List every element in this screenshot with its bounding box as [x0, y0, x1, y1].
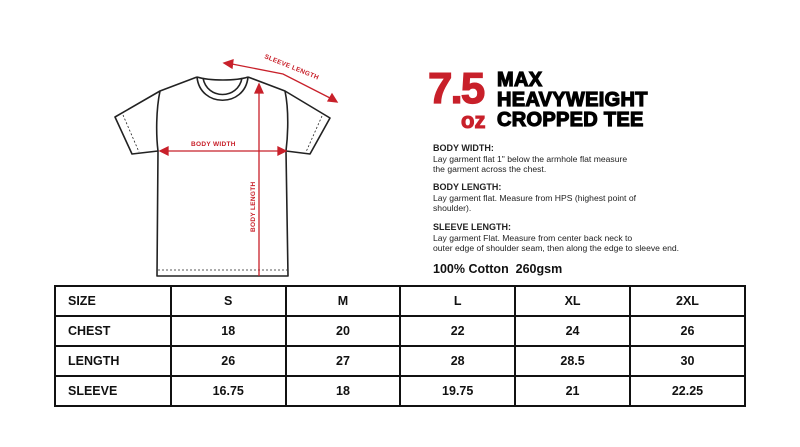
weight-unit: oz [461, 108, 486, 133]
table-cell: 27 [286, 346, 401, 376]
table-header-row [55, 286, 745, 316]
table-cell: 26 [630, 316, 745, 346]
table-cell: 19.75 [400, 376, 515, 406]
body-length-instruction [433, 182, 636, 214]
table-cell: 28.5 [515, 346, 630, 376]
table-header-cell: SIZE [55, 286, 171, 316]
table-header-cell: 2XL [630, 286, 745, 316]
instruction-heading: BODY LENGTH: [433, 182, 502, 192]
table-row [55, 316, 745, 346]
table-cell: 18 [286, 376, 401, 406]
table-cell: 26 [171, 346, 286, 376]
body-width-instruction [433, 143, 627, 175]
instruction-text: outer edge of shoulder seam, then along the edge to sleeve end. [433, 243, 680, 253]
table-header-cell: L [400, 286, 515, 316]
size-table [54, 285, 746, 407]
table-cell: 22 [400, 316, 515, 346]
table-cell: 21 [515, 376, 630, 406]
table-cell: 20 [286, 316, 401, 346]
body-length-label: BODY LENGTH [250, 181, 257, 232]
instruction-text: shoulder). [433, 203, 472, 213]
sleeve-length-label: SLEEVE LENGTH [263, 53, 320, 82]
table-cell: 22.25 [630, 376, 745, 406]
table-cell: 30 [630, 346, 745, 376]
body-width-label: BODY WIDTH [191, 141, 236, 148]
table-cell: 24 [515, 316, 630, 346]
title-line-2: HEAVYWEIGHT [497, 89, 648, 111]
table-cell: 18 [171, 316, 286, 346]
table-cell: 28 [400, 346, 515, 376]
tshirt-outline [115, 77, 330, 276]
instruction-text: Lay garment Flat. Measure from center back neck to [433, 232, 633, 243]
fabric-info: 100% Cotton 260gsm [433, 262, 563, 276]
table-row [55, 376, 745, 406]
sleeve-length-instruction [433, 222, 679, 254]
weight-value: 7.5 [428, 64, 484, 113]
instruction-heading: BODY WIDTH: [433, 143, 494, 153]
row-label: SLEEVE [55, 376, 171, 406]
row-label: CHEST [55, 316, 171, 346]
table-row [55, 346, 745, 376]
instruction-heading: SLEEVE LENGTH: [433, 222, 512, 232]
title-line-1: MAX [497, 69, 543, 91]
row-label: LENGTH [55, 346, 171, 376]
table-header-cell: S [171, 286, 286, 316]
instruction-text: Lay garment flat. Measure from HPS (highest point of [433, 192, 637, 203]
table-header-cell: M [286, 286, 401, 316]
instruction-text: Lay garment flat 1" below the armhole flat measure [433, 153, 628, 164]
table-cell: 16.75 [171, 376, 286, 406]
instruction-text: the garment across the chest. [433, 164, 547, 174]
title-line-3: CROPPED TEE [497, 109, 644, 131]
tshirt-diagram [0, 0, 420, 285]
measurement-arrows [160, 60, 337, 276]
table-header-cell: XL [515, 286, 630, 316]
